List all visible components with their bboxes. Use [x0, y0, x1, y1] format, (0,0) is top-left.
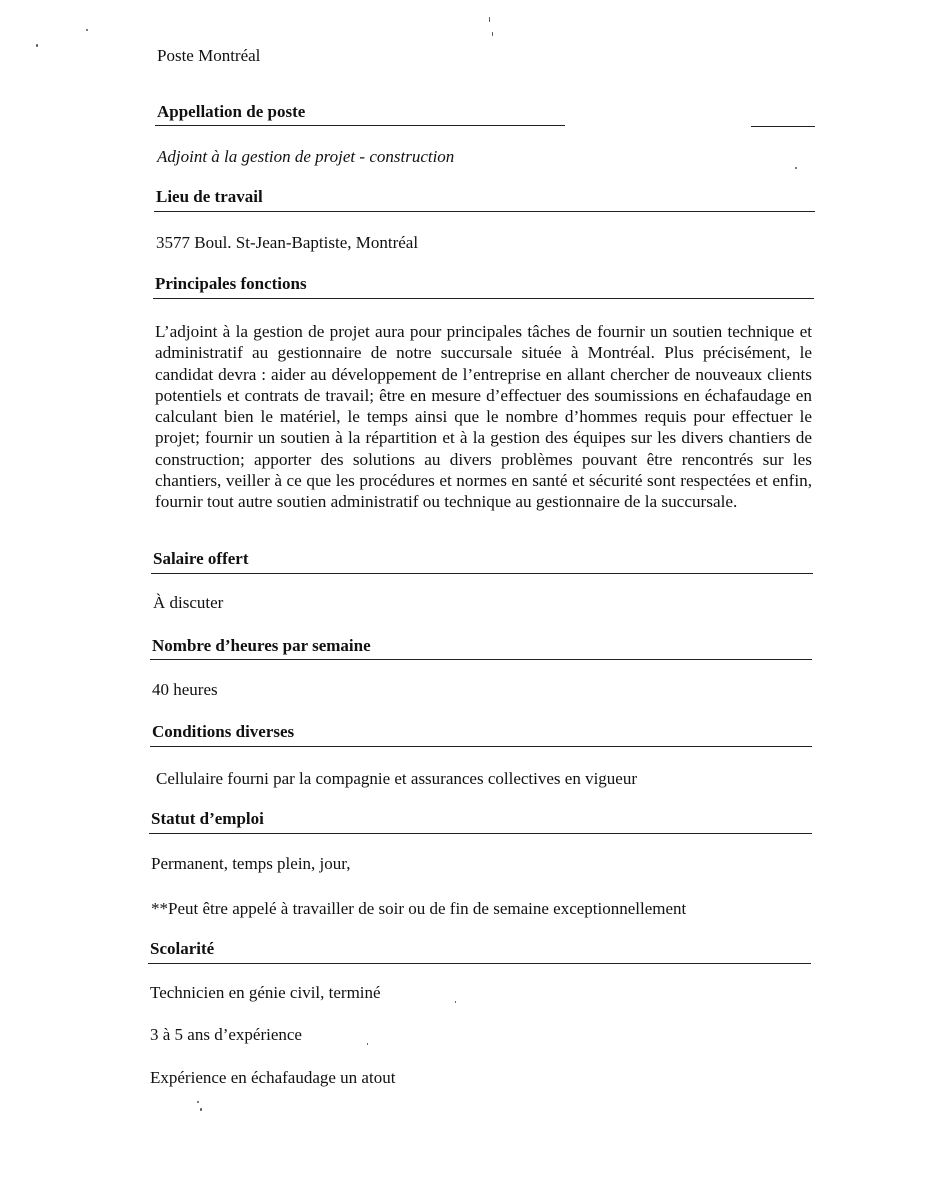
section-heading-employment-status: Statut d’emploi	[151, 809, 264, 828]
education-line: 3 à 5 ans d’expérience	[150, 1025, 302, 1044]
heading-underline	[153, 298, 814, 299]
employment-status-line: Permanent, temps plein, jour,	[151, 854, 351, 873]
employment-status-note: **Peut être appelé à travailler de soir ou de fin de semaine exceptionnellement	[151, 899, 687, 918]
scan-speck	[197, 1101, 199, 1103]
heading-underline	[151, 573, 813, 574]
education-line: Expérience en échafaudage un atout	[150, 1068, 396, 1087]
heading-underline	[154, 211, 815, 212]
scan-speck	[795, 167, 797, 169]
job-title-value: Adjoint à la gestion de projet - construction	[157, 147, 455, 166]
scan-speck	[367, 1043, 368, 1045]
scan-speck	[36, 44, 38, 47]
heading-underline	[148, 963, 811, 964]
education-line: Technicien en génie civil, terminé	[150, 983, 381, 1002]
heading-underline	[149, 833, 812, 834]
section-heading-work-location: Lieu de travail	[156, 187, 263, 206]
salary-value: À discuter	[153, 593, 224, 612]
work-location-value: 3577 Boul. St-Jean-Baptiste, Montréal	[156, 233, 419, 252]
scan-speck	[86, 29, 88, 31]
section-heading-main-duties: Principales fonctions	[155, 274, 307, 293]
weekly-hours-value: 40 heures	[152, 680, 218, 699]
section-heading-education: Scolarité	[150, 939, 215, 958]
scan-speck	[489, 17, 490, 22]
section-heading-salary: Salaire offert	[153, 549, 249, 568]
conditions-value: Cellulaire fourni par la compagnie et assurances collectives en vigueur	[156, 769, 638, 788]
section-heading-weekly-hours: Nombre d’heures par semaine	[152, 636, 371, 655]
heading-underline	[150, 659, 812, 660]
scan-speck	[492, 32, 493, 36]
scan-speck	[455, 1001, 456, 1003]
section-heading-job-title: Appellation de poste	[157, 102, 306, 121]
heading-underline	[150, 746, 812, 747]
section-heading-conditions: Conditions diverses	[152, 722, 295, 741]
scan-speck	[200, 1108, 202, 1111]
heading-underline	[155, 125, 565, 126]
location-header: Poste Montréal	[157, 46, 261, 65]
short-underline	[751, 126, 815, 127]
main-duties-paragraph: L’adjoint à la gestion de projet aura pour principales tâches de fournir un soutien technique et administratif au gestionnaire de notre succursale située à Montréal. Plus précisément, le candidat devra : aider au développement de l’entreprise en allant chercher de nouveaux clients potentiels et contrats de travail; être en mesure d’effectuer des soumissions en échafaudage en calculant bien le matériel, le temps ainsi que le nombre d’hommes requis pour effectuer le projet; fournir un soutien à la répartition et à la gestion des équipes sur les divers chantiers de construction; apporter des solutions au divers problèmes pouvant être rencontrés sur les chantiers, veiller à ce que les procédures et normes en santé et sécurité sont respectées et enfin, fournir tout autre soutien administratif ou technique au gestionnaire de la succursale.	[155, 322, 812, 512]
